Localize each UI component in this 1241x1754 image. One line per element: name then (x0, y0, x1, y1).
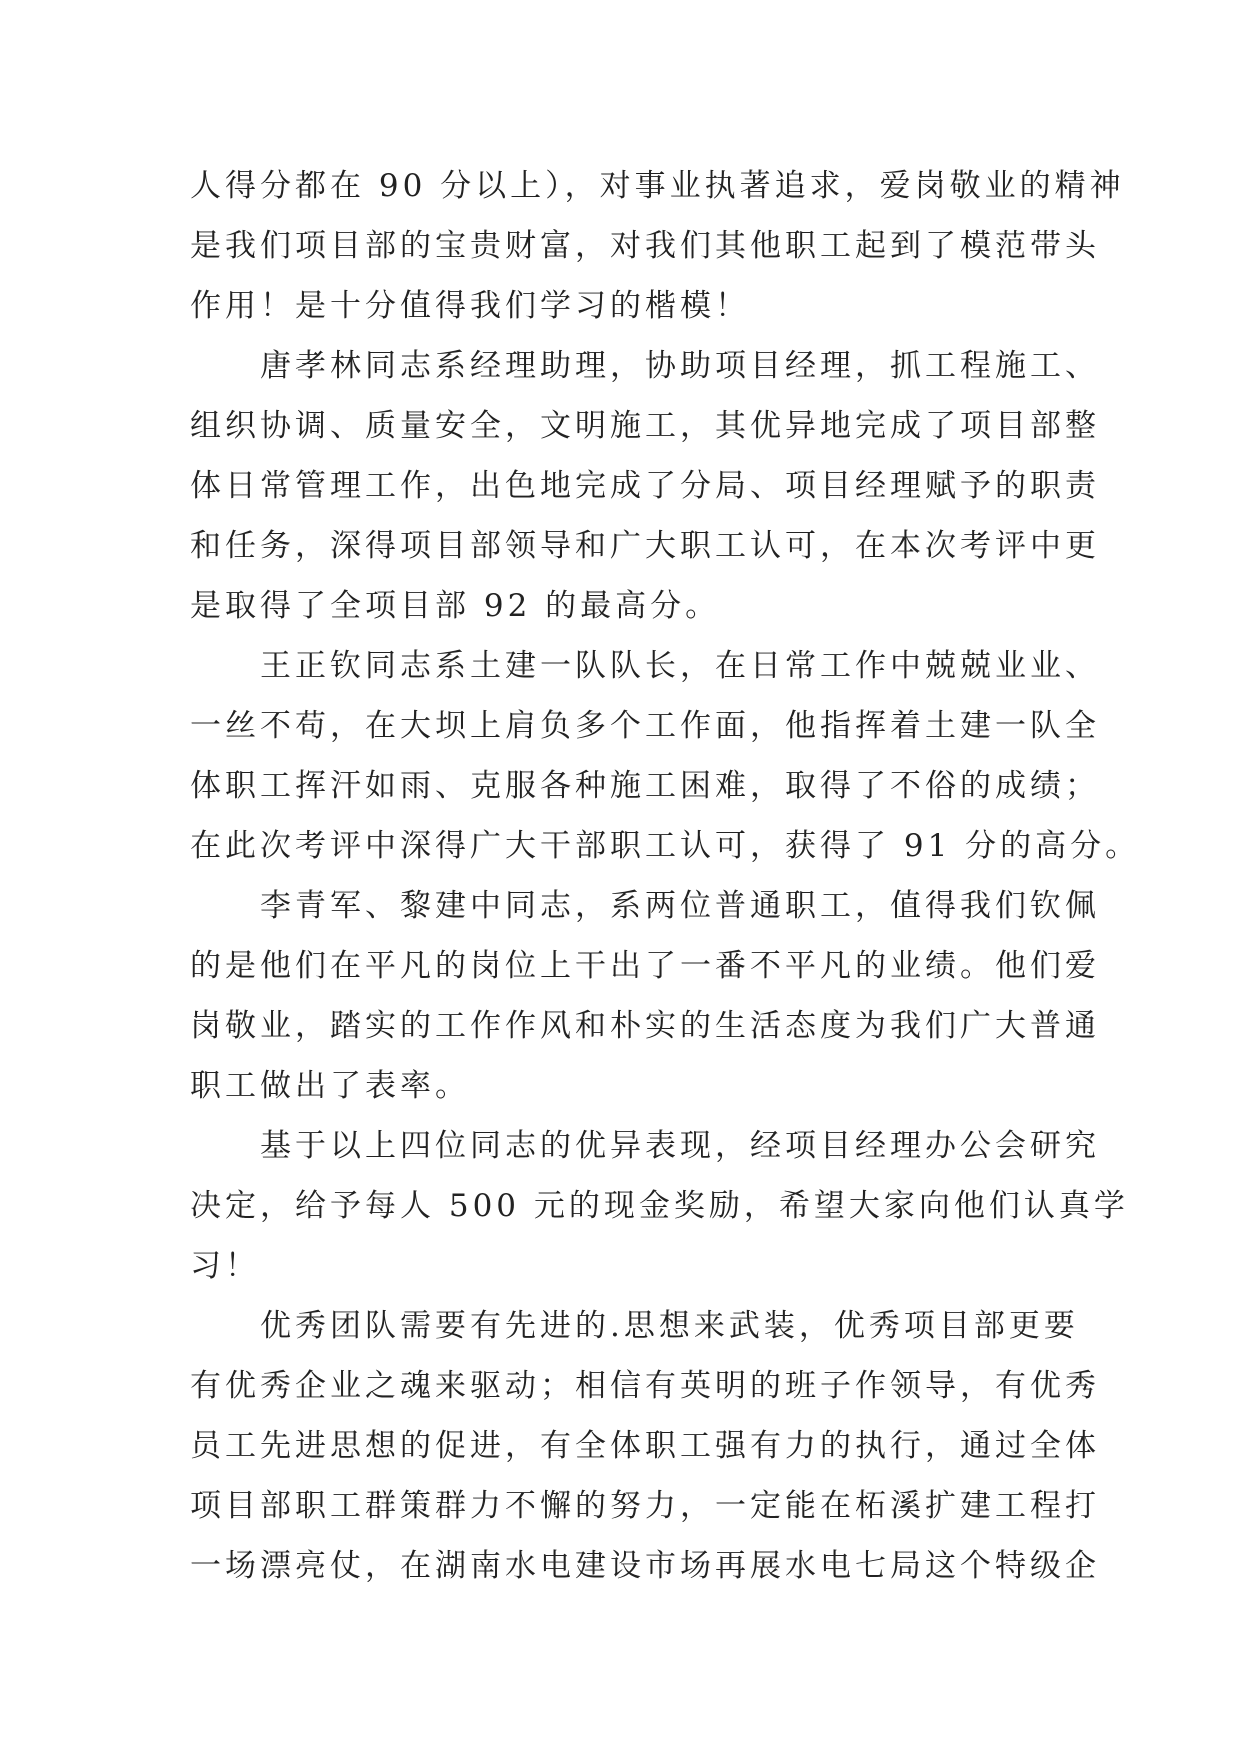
text-line: 体职工挥汗如雨、克服各种施工困难，取得了不俗的成绩； (190, 768, 1100, 804)
text-line: 习！ (190, 1248, 260, 1284)
text-line: 员工先进思想的促进，有全体职工强有力的执行，通过全体 (190, 1428, 1100, 1464)
text-line: 一场漂亮仗，在湖南水电建设市场再展水电七局这个特级企 (190, 1548, 1100, 1584)
text-line: 作用！是十分值得我们学习的楷模！ (190, 288, 750, 324)
text-line: 在此次考评中深得广大干部职工认可，获得了 91 分的高分。 (190, 828, 1141, 864)
text-line: 一丝不苟，在大坝上肩负多个工作面，他指挥着土建一队全 (190, 708, 1100, 744)
text-line: 是我们项目部的宝贵财富，对我们其他职工起到了模范带头 (190, 228, 1100, 264)
text-line: 决定，给予每人 500 元的现金奖励，希望大家向他们认真学 (190, 1188, 1129, 1224)
text-line: 基于以上四位同志的优异表现，经项目经理办公会研究 (260, 1128, 1100, 1164)
text-line: 优秀团队需要有先进的.思想来武装，优秀项目部更要 (260, 1308, 1079, 1344)
text-line: 组织协调、质量安全，文明施工，其优异地完成了项目部整 (190, 408, 1100, 444)
text-line: 岗敬业，踏实的工作作风和朴实的生活态度为我们广大普通 (190, 1008, 1100, 1044)
text-line: 唐孝林同志系经理助理，协助项目经理，抓工程施工、 (260, 348, 1100, 384)
text-line: 李青军、黎建中同志，系两位普通职工，值得我们钦佩 (260, 888, 1100, 924)
text-line: 项目部职工群策群力不懈的努力，一定能在柘溪扩建工程打 (190, 1488, 1100, 1524)
text-line: 和任务，深得项目部领导和广大职工认可，在本次考评中更 (190, 528, 1100, 564)
text-line: 王正钦同志系土建一队队长，在日常工作中兢兢业业、 (260, 648, 1100, 684)
document-body (190, 156, 1141, 1596)
text-line: 的是他们在平凡的岗位上干出了一番不平凡的业绩。他们爱 (190, 948, 1100, 984)
text-line: 体日常管理工作，出色地完成了分局、项目经理赋予的职责 (190, 468, 1100, 504)
text-line: 人得分都在 90 分以上），对事业执著追求，爱岗敬业的精神 (190, 168, 1125, 204)
text-line: 职工做出了表率。 (190, 1068, 470, 1104)
text-line: 有优秀企业之魂来驱动；相信有英明的班子作领导，有优秀 (190, 1368, 1100, 1404)
text-line: 是取得了全项目部 92 的最高分。 (190, 588, 721, 624)
